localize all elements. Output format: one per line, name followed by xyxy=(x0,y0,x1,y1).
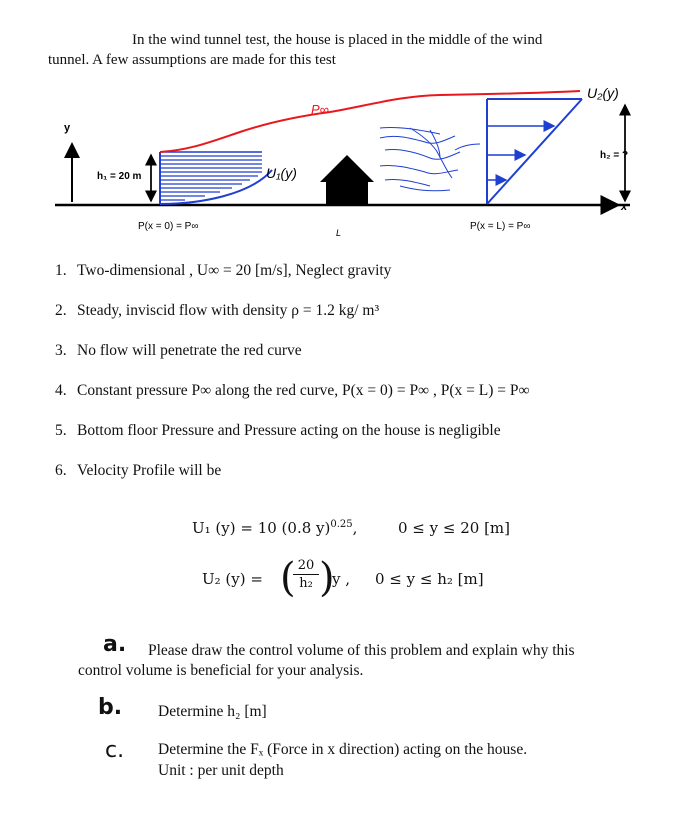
assumption-5: 5. Bottom floor Pressure and Pressure acting on the house is negligible xyxy=(55,422,501,439)
u2-fraction-numerator: 20 xyxy=(293,558,319,575)
red-streamline-curve xyxy=(160,91,580,152)
intro-paragraph xyxy=(48,30,648,70)
u2-left-paren: ( xyxy=(280,555,296,601)
p-inf-label: P∞ xyxy=(311,102,329,117)
u2-label: U₂(y) xyxy=(587,85,619,101)
wake-swirls xyxy=(380,127,480,190)
equation-u1: U₁ (y) = 10 (0.8 y)$^{0.25}$, xyxy=(192,519,358,537)
length-label: L xyxy=(336,228,342,238)
equation-u2-rest: y , xyxy=(332,570,351,588)
h1-label: h₁ = 20 m xyxy=(97,171,142,182)
equation-u2: U₂ (y) = xyxy=(202,570,263,588)
question-a-line-2: control volume is beneficial for your analysis. xyxy=(78,662,364,679)
equation-u2-range: 0 ≤ y ≤ h₂ [m] xyxy=(375,570,484,588)
y-axis-label: y xyxy=(64,122,71,134)
p-left-label: P(x = 0) = P∞ xyxy=(138,221,199,232)
outlet-velocity-profile xyxy=(487,99,582,204)
question-a-line-1: Please draw the control volume of this problem and explain why this xyxy=(148,642,575,659)
question-c-line-2: Unit : per unit depth xyxy=(158,762,284,779)
inlet-velocity-profile xyxy=(160,152,272,204)
question-a-letter: a. xyxy=(103,632,127,657)
question-b-letter: b. xyxy=(98,695,123,720)
assumption-6: 6. Velocity Profile will be xyxy=(55,462,222,479)
assumption-2: 2. Steady, inviscid flow with density ρ = 1.2 kg/ m³ xyxy=(55,302,380,319)
assumption-3: 3. No flow will penetrate the red curve xyxy=(55,342,302,359)
assumption-1: 1. Two-dimensional , U∞ = 20 [m/s], Neglect gravity xyxy=(55,262,392,279)
p-right-label: P(x = L) = P∞ xyxy=(470,221,531,232)
question-b-line-1: Determine h₂ [m] xyxy=(158,703,267,720)
x-axis-label: x xyxy=(621,201,628,213)
wind-tunnel-diagram xyxy=(0,80,687,250)
u2-fraction-denominator: h₂ xyxy=(299,576,313,591)
u2-fraction xyxy=(293,558,319,593)
u1-label: U₁(y) xyxy=(266,165,297,181)
equation-u1-range: 0 ≤ y ≤ 20 [m] xyxy=(398,519,511,537)
intro-line-1: In the wind tunnel test, the house is placed in the middle of the wind xyxy=(132,32,543,48)
intro-line-2: tunnel. A few assumptions are made for this test xyxy=(48,52,336,68)
assumption-4: 4. Constant pressure P∞ along the red curve, P(x = 0) = P∞ , P(x = L) = P∞ xyxy=(55,382,530,399)
house-shape xyxy=(320,155,374,204)
question-c-letter: c. xyxy=(105,738,125,763)
h2-label: h₂ = ? xyxy=(600,150,629,161)
question-c-line-1: Determine the Fₓ (Force in x direction) acting on the house. xyxy=(158,741,528,758)
u2-right-paren: ) xyxy=(319,555,335,601)
